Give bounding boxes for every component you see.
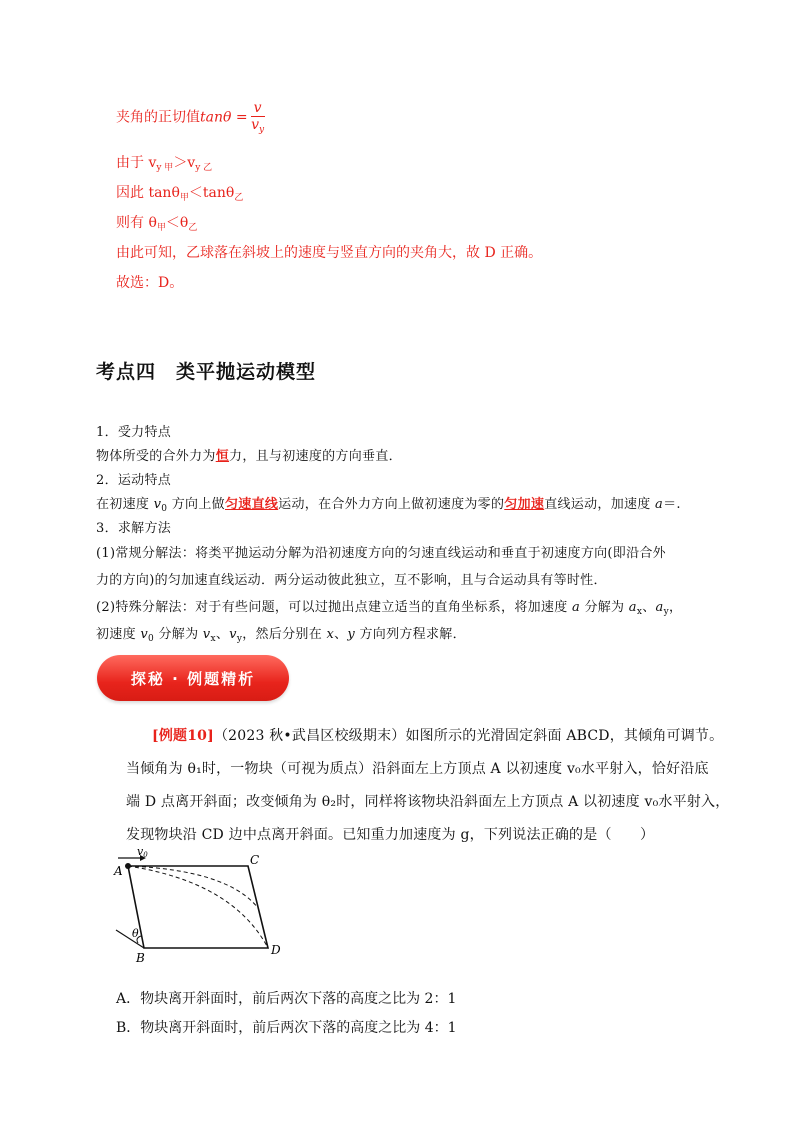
den-v: v [251, 117, 259, 133]
t: 、 [642, 600, 656, 615]
highlight: 恒 [215, 449, 230, 464]
example-banner: 探秘 · 例题精析 [97, 655, 289, 701]
s: 甲 [156, 223, 166, 233]
ground-line [116, 930, 144, 948]
t: ，然后分别在 [242, 627, 327, 642]
example-line-1 [152, 725, 723, 745]
t: 由于 v [116, 155, 157, 171]
t: 则有 θ [116, 215, 157, 231]
fraction-denominator [251, 117, 265, 135]
t: 分解为 [154, 627, 203, 642]
t: 、 [215, 627, 230, 642]
s: 乙 [188, 223, 198, 233]
point-a [125, 863, 131, 869]
a: a [655, 600, 664, 615]
p1-title: 1．受力特点 [96, 425, 172, 440]
p3-1a: (1)常规分解法：将类平抛运动分解为沿初速度方向的匀速直线运动和垂直于初速度方向(即沿合外 [96, 546, 666, 561]
example-line-3: 端 D 点离开斜面；改变倾角为 θ₂时，同样将该物块沿斜面左上方顶点 A 以初速度 v₀水平射入， [126, 794, 730, 810]
t: 直线运动，加速度 [544, 497, 656, 512]
section-title: 考点四 类平抛运动模型 [96, 361, 317, 383]
trajectory-to-cd-midpoint [128, 866, 258, 908]
den-sub: y [258, 125, 265, 135]
t: 因此 tanθ [116, 185, 180, 201]
answer-line-6: 故选：D。 [116, 275, 184, 291]
t: （2023 秋•武昌区校级期末）如图所示的光滑固定斜面 ABCD，其倾角可调节。 [213, 728, 724, 744]
s: 0 [148, 634, 155, 644]
answer-line-3 [116, 182, 243, 202]
label-d: D [271, 943, 281, 957]
option-a: A．物块离开斜面时，前后两次下落的高度之比为 2：1 [116, 991, 457, 1007]
s: y [236, 634, 243, 644]
t: 分解为 [580, 600, 629, 615]
a: a [655, 497, 664, 512]
option-b: B．物块离开斜面时，前后两次下落的高度之比为 4：1 [116, 1020, 457, 1036]
incline-plane [128, 866, 268, 948]
label-c: C [250, 853, 260, 867]
t: ＝. [663, 497, 681, 512]
t: 方向上做 [167, 497, 225, 512]
p2-title: 2．运动特点 [96, 473, 172, 488]
answer-text: 夹角的正切值 [116, 109, 200, 126]
fraction-numerator: v [251, 100, 265, 117]
s: y 甲 [156, 163, 174, 173]
p2-line [96, 493, 681, 512]
p3-1b: 力的方向)的匀加速直线运动．两分运动彼此独立，互不影响，且与合运动具有等时性． [96, 573, 607, 588]
incline-figure [108, 842, 298, 970]
v: v [140, 627, 148, 642]
highlight: 匀加速 [504, 497, 545, 512]
s: 0 [161, 504, 168, 514]
v: v [153, 497, 162, 512]
y: y [347, 627, 356, 642]
s: x [210, 634, 216, 644]
t: ， [669, 600, 683, 615]
s: x [636, 607, 643, 617]
a: a [571, 600, 581, 615]
label-v0: v0 [137, 845, 148, 859]
t: 物体所受的合外力为 [96, 449, 216, 464]
t: 力，且与初速度的方向垂直． [229, 449, 402, 464]
fraction [251, 100, 265, 135]
example-line-2: 当倾角为 θ₁时，一物块（可视为质点）沿斜面左上方顶点 A 以初速度 v₀水平射入，恰好沿底 [126, 761, 709, 777]
v: v [202, 627, 211, 642]
p3-2a [96, 596, 682, 615]
t: ＞v [173, 155, 196, 171]
highlight: 匀速直线 [224, 497, 279, 512]
p3-title: 3．求解方法 [96, 521, 172, 536]
a: a [628, 600, 637, 615]
s: 甲 [179, 193, 189, 203]
t: 方向列方程求解． [355, 627, 466, 642]
label-a: A [114, 864, 123, 878]
answer-line-2 [116, 152, 212, 172]
answer-line-tangent [116, 100, 265, 135]
s: y [663, 607, 669, 617]
formula-lhs: tanθ = [200, 109, 248, 126]
t: (2)特殊分解法：对于有些问题，可以过抛出点建立适当的直角坐标系，将加速度 [96, 600, 572, 615]
s: 乙 [234, 193, 244, 203]
t: 在初速度 [96, 497, 154, 512]
p3-2b [96, 623, 466, 642]
p1-line [96, 445, 402, 464]
v: v [229, 627, 237, 642]
t: 、 [334, 627, 348, 642]
trajectory-to-d [128, 866, 268, 948]
example-line-4: 发现物块沿 CD 边中点离开斜面。已知重力加速度为 g，下列说法正确的是（ ） [126, 827, 655, 843]
t: 运动，在合外力方向上做初速度为零的 [278, 497, 505, 512]
answer-line-4 [116, 212, 197, 232]
x: x [326, 627, 335, 642]
label-b: B [136, 951, 145, 965]
t: ＜θ [165, 215, 189, 231]
example-tag: [例题10] [152, 728, 214, 744]
s: y 乙 [195, 163, 213, 173]
label-theta: θ [132, 927, 139, 940]
answer-line-5: 由此可知，乙球落在斜坡上的速度与竖直方向的夹角大，故 D 正确。 [116, 245, 543, 261]
t: ＜tanθ [188, 185, 235, 201]
t: 初速度 [96, 627, 141, 642]
